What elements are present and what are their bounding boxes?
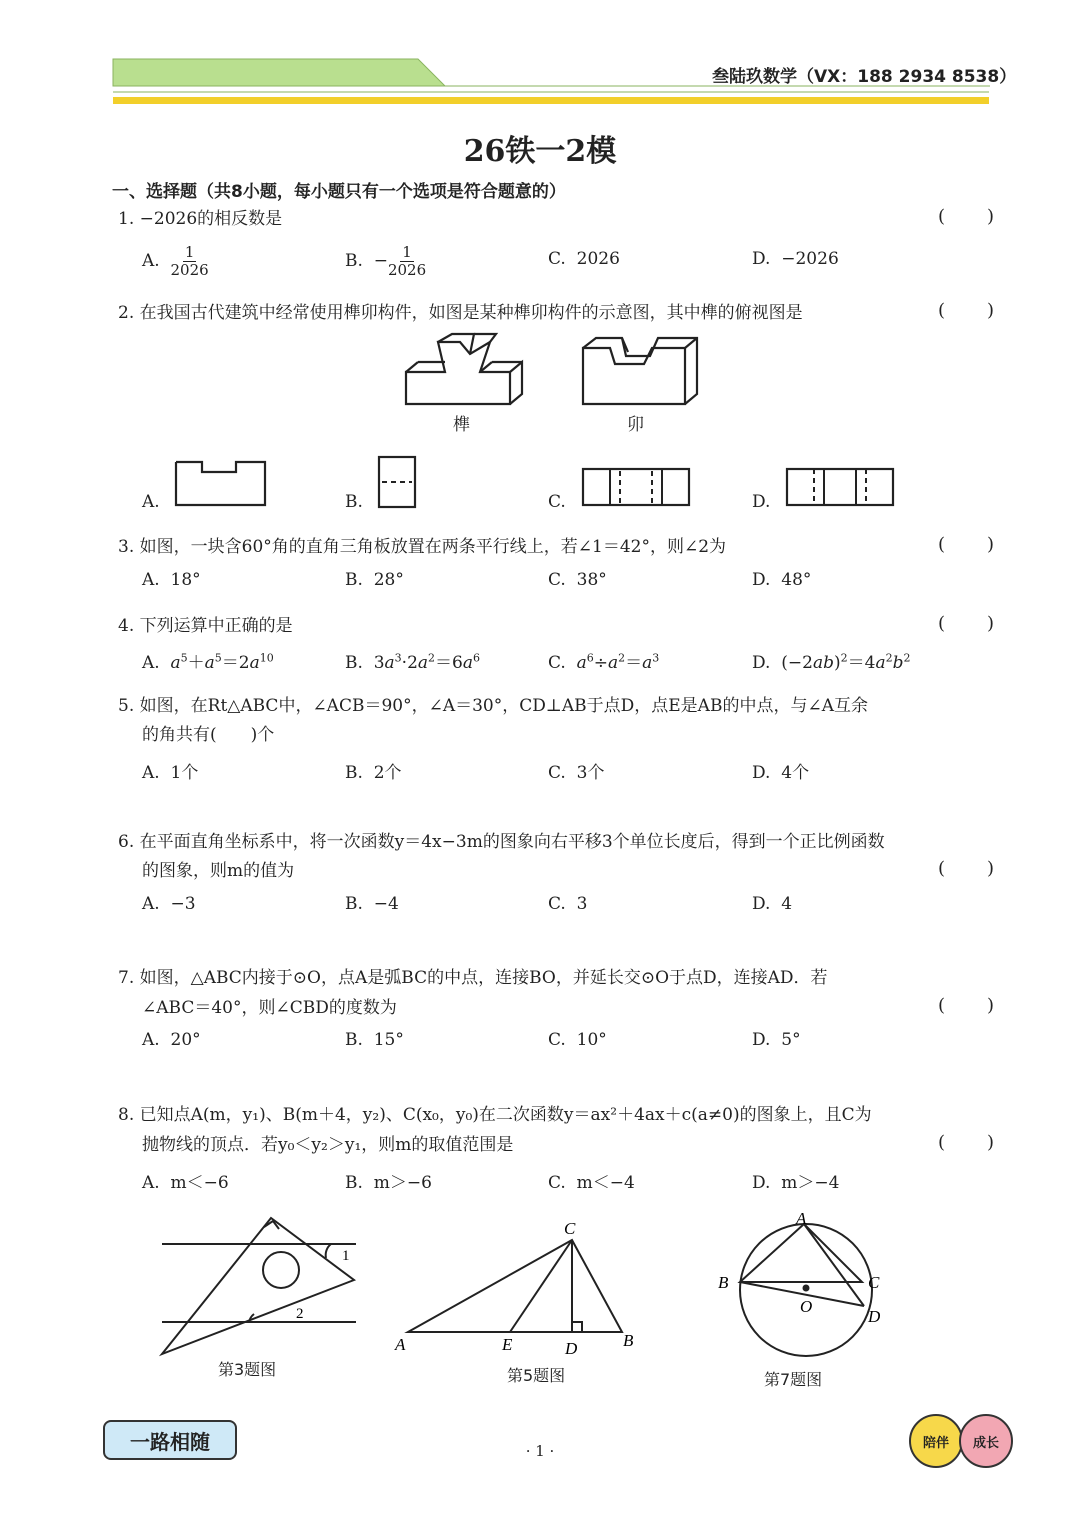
- page-number: · 1 ·: [525, 1442, 555, 1460]
- option-a-figure: [172, 458, 268, 508]
- figure-7-caption: 第7题图: [764, 1370, 823, 1389]
- option-b: B.: [345, 492, 363, 512]
- question-number: 1.: [118, 209, 135, 229]
- answer-paren: ( ): [938, 613, 994, 634]
- option-c: C. 10°: [548, 1030, 607, 1050]
- option-c: C. 2026: [548, 249, 620, 269]
- option-c: C. 3个: [548, 763, 605, 783]
- option-c: C.: [548, 492, 566, 512]
- point-d-label: D: [868, 1307, 881, 1326]
- option-c: C. 38°: [548, 570, 607, 590]
- angle-1-label: 1: [342, 1248, 350, 1264]
- label-sun: 榫: [453, 415, 470, 435]
- option-c: C. m＜−4: [548, 1173, 635, 1193]
- point-e-label: E: [502, 1335, 513, 1354]
- mortise-tenon-figure: [400, 332, 710, 412]
- option-d: D. 48°: [752, 570, 812, 590]
- point-c-label: C: [868, 1273, 880, 1292]
- question-stem: 在我国古代建筑中经常使用榫卯构件，如图是某种榫卯构件的示意图，其中榫的俯视图是: [139, 303, 803, 323]
- option-d: D. $(-2ab)^2=4a^2b^2$: [752, 651, 911, 673]
- point-b-label: B: [718, 1273, 729, 1292]
- figure-5-caption: 第5题图: [507, 1366, 566, 1385]
- option-b: B. 2个: [345, 763, 402, 783]
- center-o-dot: [803, 1285, 810, 1292]
- option-d-figure: [784, 466, 896, 508]
- answer-paren: ( ): [938, 534, 994, 555]
- point-c-label: C: [564, 1219, 576, 1238]
- header-brand: 叁陆玖数学（VX：188 2934 8538）: [712, 67, 1017, 87]
- option-c: C. $a^6\div a^2=a^3$: [548, 651, 660, 673]
- figure-7: [714, 1206, 894, 1366]
- option-d: D. 4: [752, 894, 793, 914]
- option-b-figure: [376, 454, 418, 510]
- section-heading: 一、选择题（共8小题，每小题只有一个选项是符合题意的）: [112, 182, 566, 202]
- answer-paren: ( ): [938, 300, 994, 321]
- option-a: A. −3: [142, 894, 196, 914]
- option-b: B. 15°: [345, 1030, 404, 1050]
- option-b: B. −4: [345, 894, 399, 914]
- question-stem: −2026的相反数是: [139, 209, 283, 229]
- option-a: A. $a^5+a^5=2a^{10}$: [142, 651, 274, 673]
- option-a: A.: [142, 492, 160, 512]
- figure-3: [156, 1210, 366, 1360]
- answer-paren: ( ): [938, 858, 994, 879]
- option-a: A. $\frac{1}{2026}$: [142, 243, 209, 279]
- option-d: D. 5°: [752, 1030, 801, 1050]
- option-b: B. m＞−6: [345, 1173, 432, 1193]
- answer-paren: ( ): [938, 206, 994, 227]
- option-a: A. 1个: [142, 763, 199, 783]
- label-mao: 卯: [627, 415, 644, 435]
- footer-badge: 一路相随: [103, 1420, 237, 1460]
- page-title: 26铁一2模: [463, 134, 617, 169]
- point-a-label: A: [395, 1335, 406, 1354]
- option-a: A. 18°: [142, 570, 201, 590]
- option-d: D. 4个: [752, 763, 810, 783]
- option-d: D.: [752, 492, 771, 512]
- point-o-label: O: [800, 1297, 813, 1316]
- option-a: A. 20°: [142, 1030, 201, 1050]
- option-d: D. m＞−4: [752, 1173, 840, 1193]
- option-c: C. 3: [548, 894, 588, 914]
- footer-circle-companion: 陪伴: [909, 1414, 963, 1468]
- option-a: A. m＜−6: [142, 1173, 229, 1193]
- angle-2-label: 2: [296, 1306, 304, 1322]
- option-b: B. − $\frac{1}{2026}$: [345, 243, 427, 279]
- answer-paren: ( ): [938, 1132, 994, 1153]
- answer-paren: ( ): [938, 995, 994, 1016]
- option-b: B. 28°: [345, 570, 404, 590]
- option-c-figure: [580, 466, 692, 508]
- option-b: B. $3a^3\cdot 2a^2=6a^6$: [345, 651, 481, 673]
- figure-5: [392, 1218, 642, 1358]
- option-d: D. −2026: [752, 249, 839, 269]
- point-a-label: A: [796, 1209, 807, 1228]
- point-d-label: D: [565, 1339, 578, 1358]
- footer-circle-growth: 成长: [959, 1414, 1013, 1468]
- point-b-label: B: [623, 1331, 634, 1350]
- figure-3-caption: 第3题图: [218, 1360, 277, 1379]
